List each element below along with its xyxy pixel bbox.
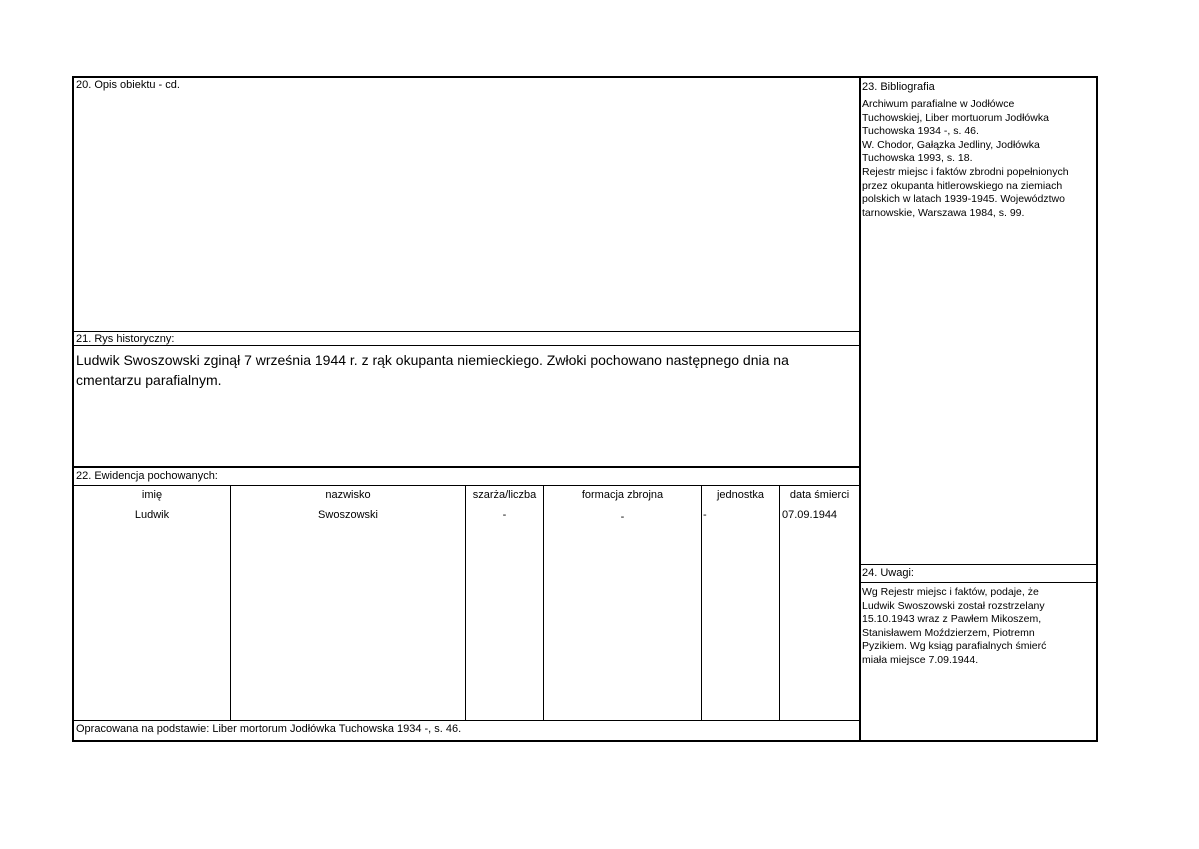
bibliography-text <box>862 98 1094 220</box>
section-21-label: 21. Rys historyczny: <box>76 333 175 345</box>
section-24-label-underline <box>860 582 1097 583</box>
source-footer: Opracowana na podstawie: Liber mortorum Jodłówka Tuchowska 1934 -, s. 46. <box>76 723 462 735</box>
notes-line: Stanisławem Moździerzem, Piotremn <box>862 626 1035 639</box>
bibliography-line: W. Chodor, Gałązka Jedliny, Jodłówka <box>862 138 1040 151</box>
cell-armed-formation: - <box>620 511 625 523</box>
cell-first-name: Ludwik <box>134 509 170 521</box>
historical-outline-text: Ludwik Swoszowski zginął 7 września 1944 r. z rąk okupanta niemieckiego. Zwłoki pochowano następnego dnia na cmentarzu parafialnym. <box>76 352 789 388</box>
cell-unit: - <box>703 509 707 521</box>
bibliography-line: tarnowskie, Warszawa 1984, s. 99. <box>862 206 1025 219</box>
notes-line: Pyzikiem. Wg ksiąg parafialnych śmierć <box>862 640 1047 653</box>
section-22-top-line <box>73 466 860 468</box>
section-22-label: 22. Ewidencja pochowanych: <box>76 470 218 482</box>
section-24-label: 24. Uwagi: <box>862 567 914 579</box>
notes-line: 15.10.1943 wraz z Pawłem Mikoszem, <box>862 613 1042 626</box>
notes-line: Ludwik Swoszowski został rozstrzelany <box>862 599 1045 612</box>
bibliography-line: Rejestr miejsc i faktów zbrodni popełnionych <box>862 165 1069 178</box>
section-22-label-underline <box>73 485 860 486</box>
header-unit: jednostka <box>716 489 765 501</box>
main-right-divider <box>859 76 861 742</box>
notes-text <box>862 586 1094 668</box>
bibliography-line: Tuchowska 1934 -, s. 46. <box>862 125 979 138</box>
cell-death-date: 07.09.1944 <box>782 509 838 521</box>
bibliography-line: Archiwum parafialne w Jodłówce <box>862 98 1015 110</box>
header-first-name: imię <box>141 489 163 501</box>
bibliography-line: polskich w latach 1939-1945. Województwo <box>862 193 1065 206</box>
cell-rank: - <box>502 509 507 521</box>
header-surname: nazwisko <box>325 489 371 501</box>
table-col-line <box>779 486 780 720</box>
section-21-label-underline <box>73 345 860 346</box>
section-20-label: 20. Opis obiektu - cd. <box>76 79 180 91</box>
section-23-label: 23. Bibliografia <box>862 81 935 93</box>
bibliography-line: Tuchowska 1993, s. 18. <box>862 152 973 165</box>
header-death-date: data śmierci <box>789 489 850 501</box>
bibliography-line: przez okupanta hitlerowskiego na ziemiach <box>862 179 1063 192</box>
header-rank: szarża/liczba <box>472 489 537 501</box>
bibliography-notes-divider <box>860 564 1097 565</box>
footer-top-line <box>73 720 860 721</box>
notes-line: Wg Rejestr miejsc i faktów, podaje, że <box>862 586 1039 598</box>
cell-surname: Swoszowski <box>318 509 378 521</box>
table-col-line <box>701 486 702 720</box>
notes-line: miała miejsce 7.09.1944. <box>862 653 979 666</box>
header-armed-formation: formacja zbrojna <box>581 489 664 501</box>
bibliography-line: Tuchowskiej, Liber mortuorum Jodłówka <box>862 111 1049 124</box>
section-21-top-line <box>73 331 860 332</box>
